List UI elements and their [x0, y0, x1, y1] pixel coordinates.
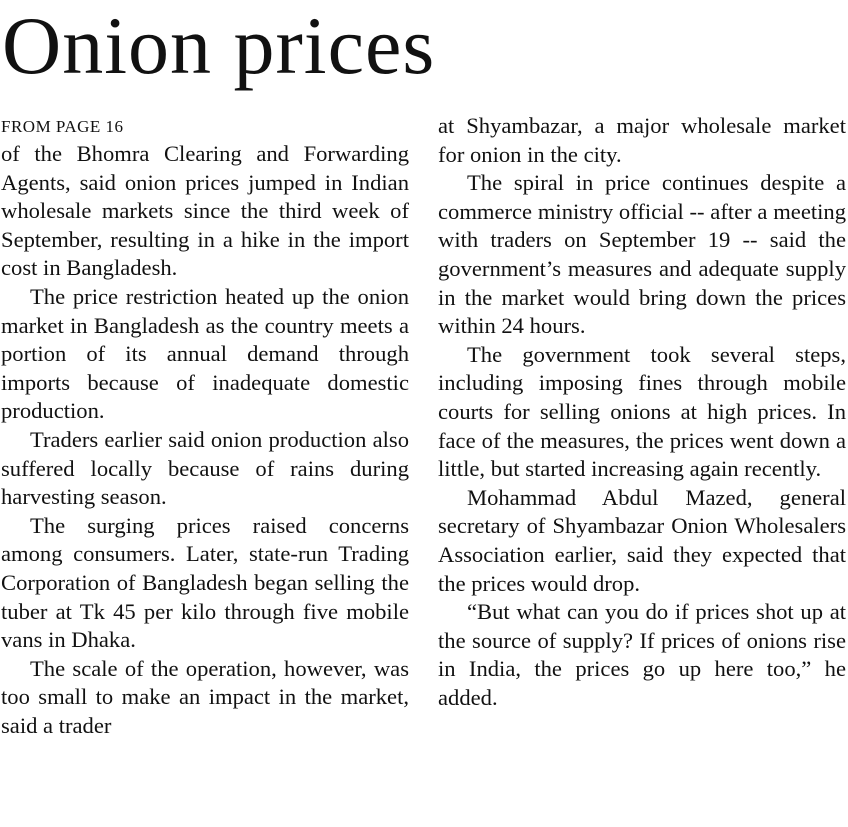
continued-from-label: FROM PAGE 16 — [1, 117, 124, 136]
paragraph: “But what can you do if prices shot up at the source of supply? If prices of onions rise in India, the prices go up here too,” he added. — [438, 599, 846, 710]
paragraph: Traders earlier said onion production also suffered locally because of rains during harvesting season. — [1, 426, 409, 510]
paragraph: The price restriction heated up the onion market in Bangladesh as the country meets a portion of its annual demand through imports because of inadequate domestic production. — [1, 283, 409, 424]
paragraph: Mohammad Abdul Mazed, general secretary of Shyambazar Onion Wholesalers Association earlier, said they expected that the prices would drop. — [438, 484, 846, 596]
paragraph: The scale of the operation, however, was too small to make an impact in the market, said a trader — [1, 655, 409, 738]
article-column-right — [438, 112, 846, 712]
paragraph: of the Bhomra Clearing and Forwarding Agents, said onion prices jumped in Indian wholesale markets since the third week of September, resulting in a hike in the import cost in Bangladesh. — [1, 141, 409, 281]
headline: Onion prices — [2, 0, 436, 91]
paragraph: The surging prices raised concerns among consumers. Later, state-run Trading Corporation of Bangladesh began selling the tuber at Tk 45 per kilo through five mobile vans in Dhaka. — [1, 512, 409, 653]
paragraph: The government took several steps, including imposing fines through mobile courts for selling onions at high prices. In face of the measures, the prices went down a little, but started increasing again recently. — [438, 341, 846, 482]
paragraph: The spiral in price continues despite a commerce ministry official -- after a meeting with traders on September 19 -- said the government’s measures and adequate supply in the market would bring down the prices within 24 hours. — [438, 170, 846, 339]
paragraph: at Shyambazar, a major wholesale market for onion in the city. — [438, 113, 846, 167]
article-column-left — [1, 112, 409, 740]
